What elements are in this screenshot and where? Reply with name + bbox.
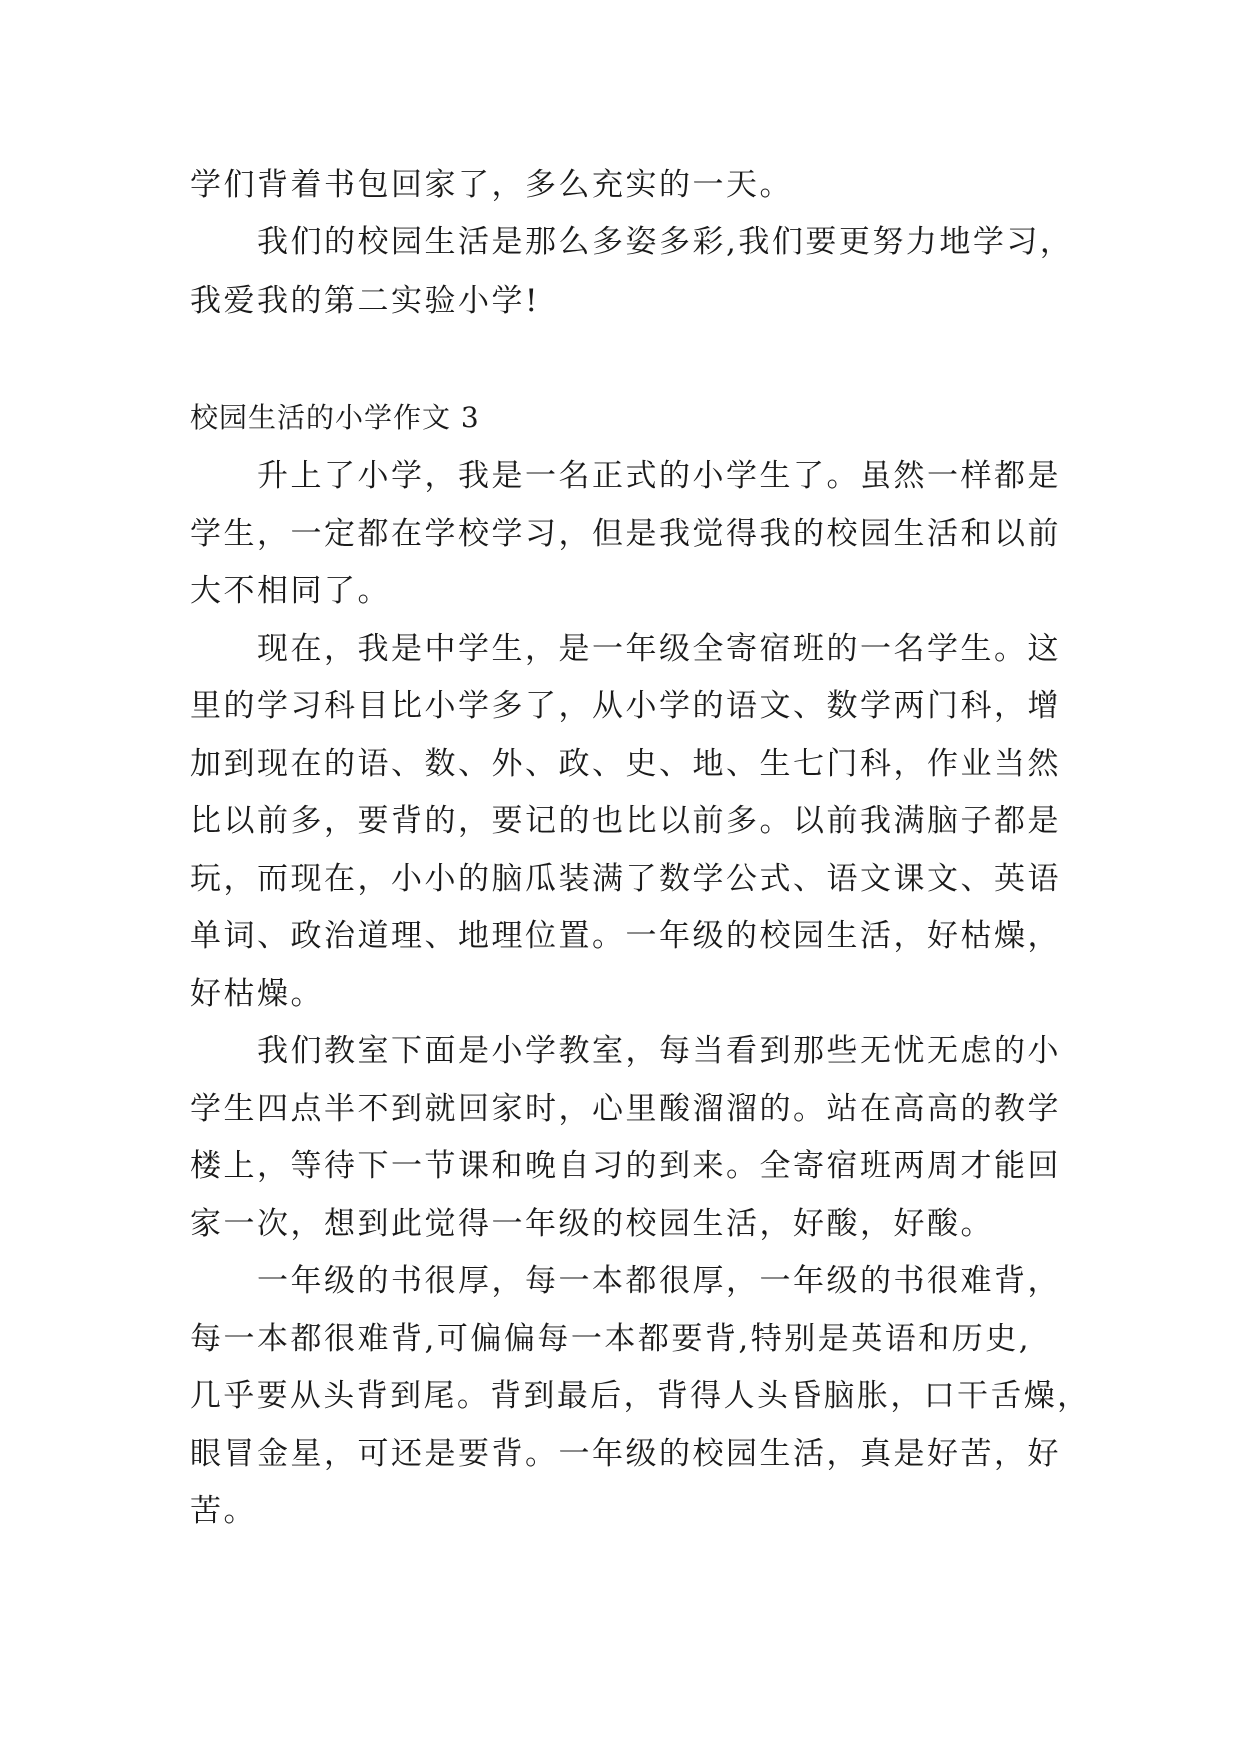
intro-line-3: 我爱我的第二实验小学!	[190, 283, 540, 319]
body-line-1: 升上了小学，我是一名正式的小学生了。虽然一样都是	[190, 458, 1061, 494]
body-line-3: 大不相同了。	[190, 573, 391, 609]
body-line-6: 加到现在的语、数、外、政、史、地、生七门科，作业当然	[190, 746, 1061, 782]
body-line-8: 玩，而现在，小小的脑瓜装满了数学公式、语文课文、英语	[190, 861, 1061, 897]
body-line-11: 我们教室下面是小学教室，每当看到那些无忧无虑的小	[190, 1033, 1061, 1069]
intro-line-2: 我们的校园生活是那么多姿多彩,我们要更努力地学习，	[190, 224, 1074, 260]
body-line-13: 楼上，等待下一节课和晚自习的到来。全寄宿班两周才能回	[190, 1148, 1061, 1184]
body-line-18: 眼冒金星，可还是要背。一年级的校园生活，真是好苦，好	[190, 1436, 1061, 1472]
body-line-9: 单词、政治道理、地理位置。一年级的校园生活，好枯燥，	[190, 918, 1061, 954]
intro-line-1: 学们背着书包回家了，多么充实的一天。	[190, 167, 793, 203]
body-line-10: 好枯燥。	[190, 976, 324, 1012]
body-line-7: 比以前多，要背的，要记的也比以前多。以前我满脑子都是	[190, 803, 1061, 839]
body-line-19: 苦。	[190, 1493, 257, 1529]
body-line-5: 里的学习科目比小学多了，从小学的语文、数学两门科，增	[190, 688, 1061, 724]
body-line-16: 每一本都很难背,可偏偏每一本都要背,特别是英语和历史,	[190, 1321, 1032, 1357]
body-line-17: 几乎要从头背到尾。背到最后，背得人头昏脑胀，口干舌燥，	[190, 1378, 1091, 1414]
body-line-12: 学生四点半不到就回家时，心里酸溜溜的。站在高高的教学	[190, 1091, 1061, 1127]
body-line-4: 现在，我是中学生，是一年级全寄宿班的一名学生。这	[190, 631, 1061, 667]
body-line-15: 一年级的书很厚，每一本都很厚，一年级的书很难背，	[190, 1263, 1061, 1299]
body-line-14: 家一次，想到此觉得一年级的校园生活，好酸，好酸。	[190, 1206, 994, 1242]
section-title: 校园生活的小学作文 3	[190, 401, 480, 434]
body-line-2: 学生，一定都在学校学习，但是我觉得我的校园生活和以前	[190, 516, 1061, 552]
